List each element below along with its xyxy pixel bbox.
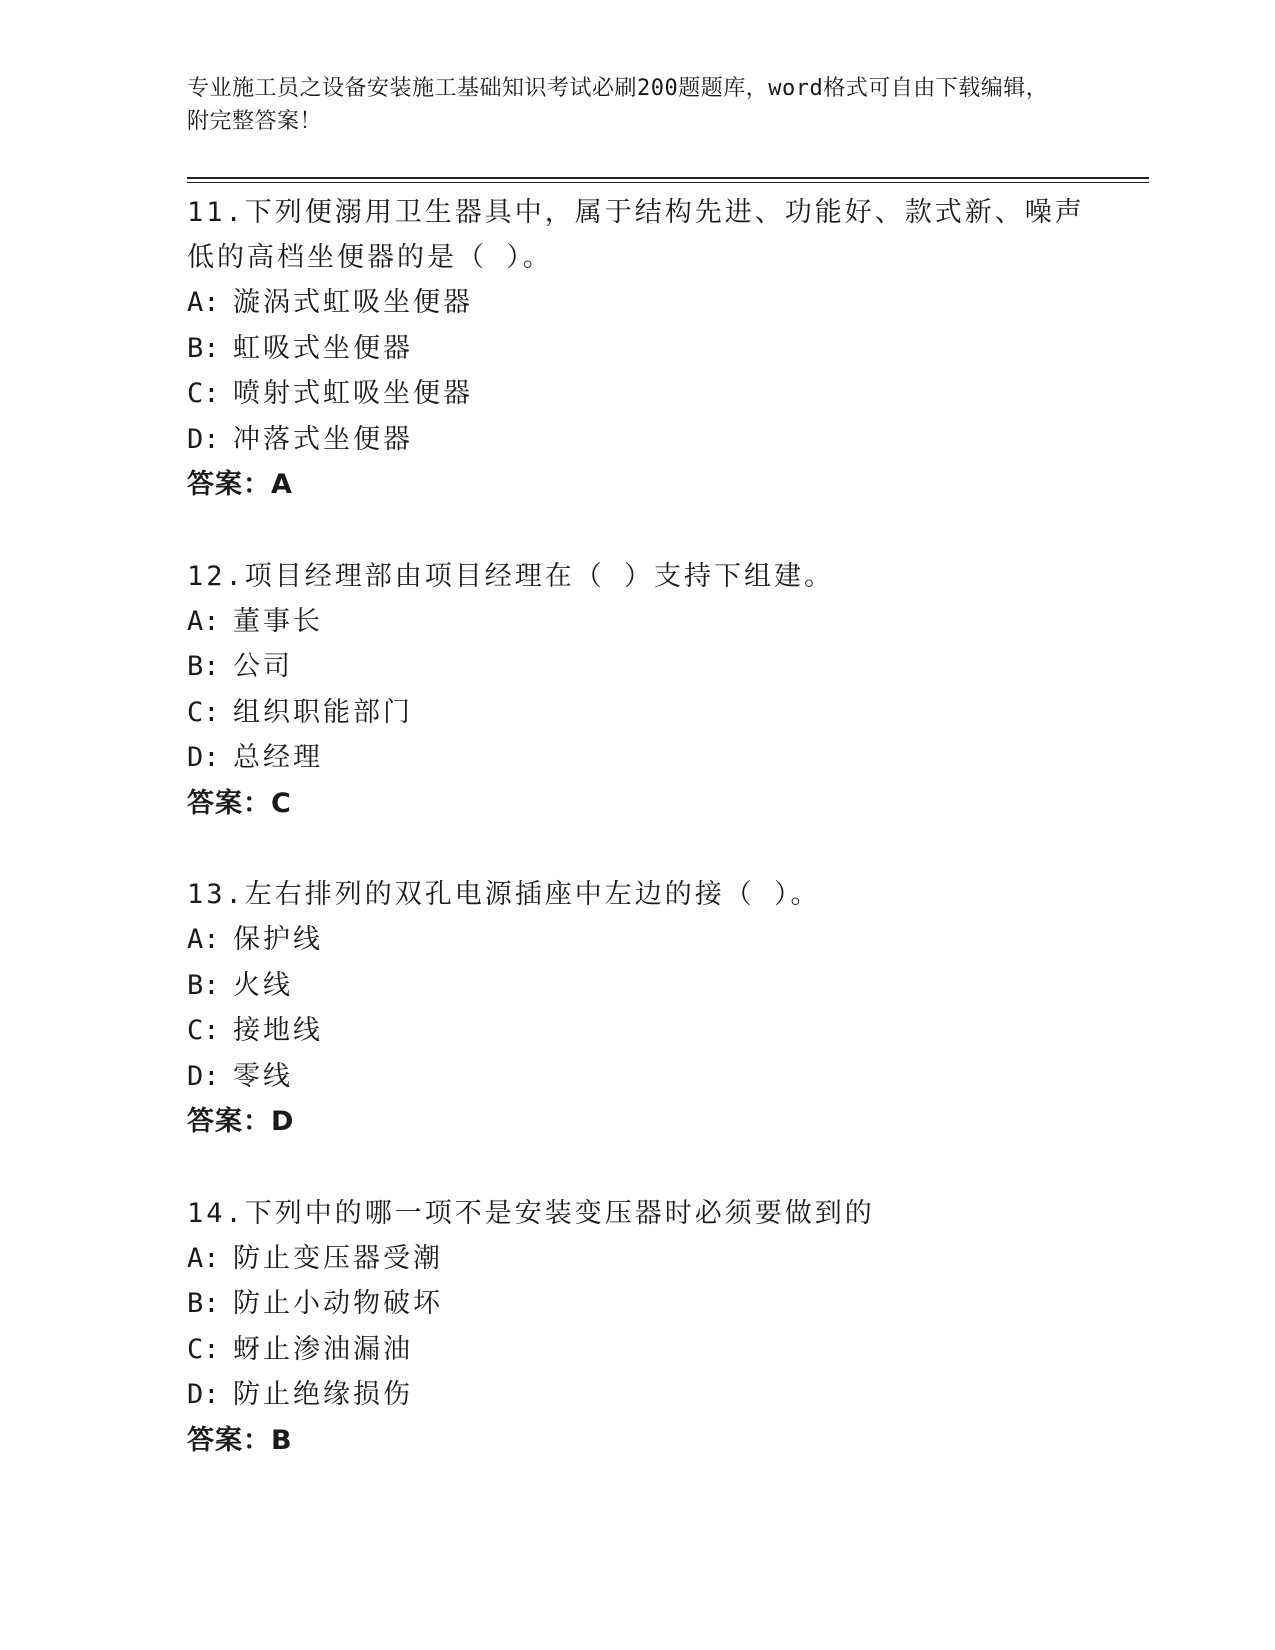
option-text: 总经理 (233, 742, 323, 773)
option-d (187, 1054, 1087, 1100)
option-c (187, 1008, 1087, 1054)
option-text: 董事长 (233, 605, 323, 637)
answer-line: 答案：A (187, 469, 293, 500)
option-text: 蚜止渗油漏油 (233, 1333, 413, 1365)
option-text: 接地线 (233, 1015, 323, 1046)
option-a (187, 280, 1087, 326)
header-divider-thick (187, 177, 1149, 179)
option-text: 组织职能部门 (233, 696, 413, 728)
option-text: 保护线 (233, 924, 323, 955)
option-letter: D: (187, 423, 220, 455)
option-text: 冲落式坐便器 (233, 423, 413, 455)
question-stem: 11.下列便溺用卫生器具中，属于结构先进、功能好、款式新、噪声低的高档坐便器的是（ ）。 (187, 197, 1085, 273)
question-12 (187, 554, 1087, 827)
option-letter: D: (187, 742, 220, 773)
question-13 (187, 872, 1087, 1145)
option-b (187, 1281, 1087, 1327)
option-letter: A: (187, 605, 220, 637)
question-list (187, 190, 1087, 1509)
question-stem: 12.项目经理部由项目经理在（ ）支持下组建。 (187, 560, 835, 592)
option-a (187, 917, 1087, 963)
option-letter: B: (187, 1288, 220, 1319)
option-letter: D: (187, 1060, 220, 1092)
answer-line: 答案：D (187, 1106, 295, 1137)
option-c (187, 371, 1087, 417)
document-header: 专业施工员之设备安装施工基础知识考试必刷200题题库，word格式可自由下载编辑，附完整答案！ (187, 76, 1049, 134)
option-b (187, 644, 1087, 690)
option-text: 虹吸式坐便器 (233, 332, 413, 364)
option-letter: A: (187, 287, 220, 318)
option-text: 防止绝缘损伤 (233, 1379, 413, 1410)
option-text: 防止变压器受潮 (233, 1242, 443, 1274)
option-letter: C: (187, 378, 220, 409)
question-14 (187, 1191, 1087, 1464)
option-letter: C: (187, 696, 220, 728)
option-text: 防止小动物破坏 (233, 1288, 443, 1319)
option-d (187, 417, 1087, 463)
option-b (187, 326, 1087, 372)
question-stem: 13.左右排列的双孔电源插座中左边的接（ ）。 (187, 879, 821, 910)
answer-line: 答案：B (187, 1424, 293, 1456)
option-letter: A: (187, 1242, 220, 1274)
option-text: 零线 (233, 1060, 293, 1092)
header-divider-thin (187, 182, 1149, 183)
option-c (187, 690, 1087, 736)
option-a (187, 1236, 1087, 1282)
option-letter: B: (187, 969, 220, 1001)
answer-line: 答案：C (187, 787, 292, 819)
option-letter: C: (187, 1015, 220, 1046)
option-letter: B: (187, 332, 220, 364)
option-letter: D: (187, 1379, 220, 1410)
option-letter: A: (187, 924, 220, 955)
option-b (187, 963, 1087, 1009)
option-text: 喷射式虹吸坐便器 (233, 378, 473, 409)
option-text: 漩涡式虹吸坐便器 (233, 287, 473, 318)
option-letter: B: (187, 651, 220, 682)
question-stem: 14.下列中的哪一项不是安装变压器时必须要做到的 (187, 1197, 875, 1229)
option-d (187, 1372, 1087, 1418)
option-d (187, 735, 1087, 781)
option-text: 火线 (233, 969, 293, 1001)
question-11 (187, 190, 1087, 508)
option-c (187, 1327, 1087, 1373)
option-text: 公司 (233, 651, 293, 682)
option-a (187, 599, 1087, 645)
option-letter: C: (187, 1333, 220, 1365)
